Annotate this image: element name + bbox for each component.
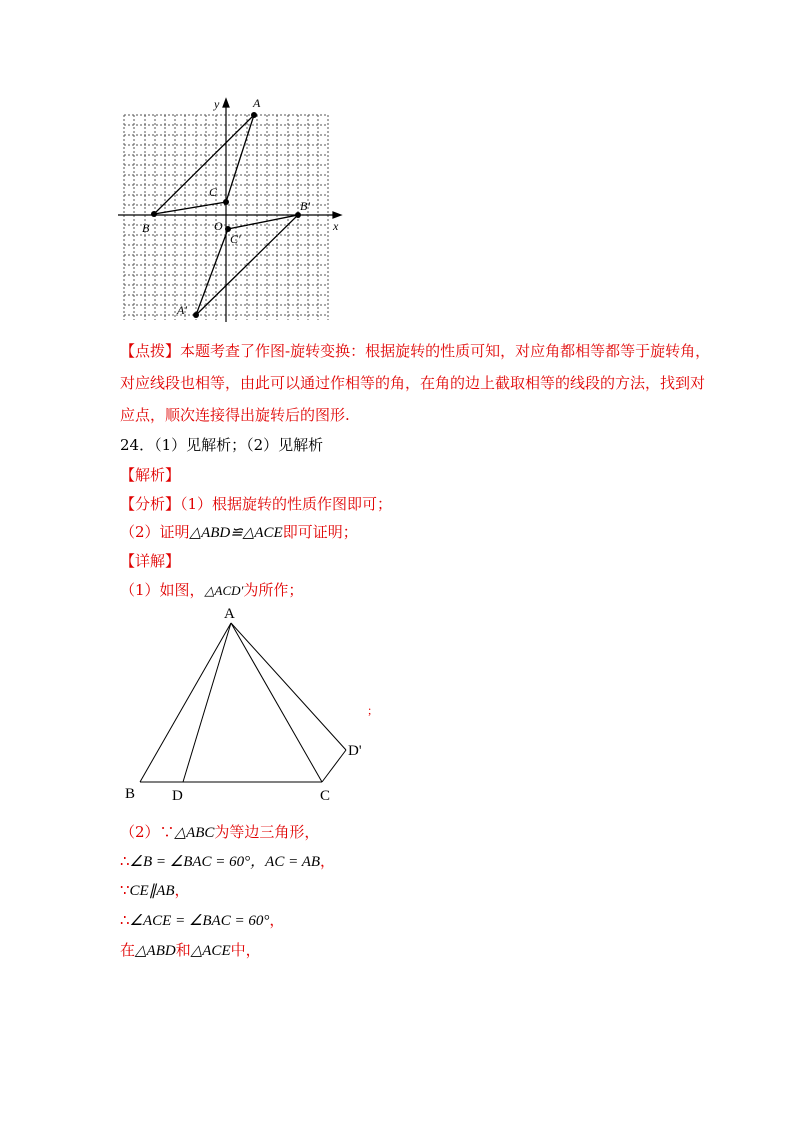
label-b: B bbox=[142, 221, 150, 235]
label-b1: B' bbox=[300, 199, 310, 213]
triangle-abc-name: △ABC bbox=[174, 825, 215, 841]
label-b: B bbox=[125, 786, 136, 802]
y-axis-label: y bbox=[214, 97, 220, 111]
parallel-expression: CE∥AB bbox=[129, 883, 175, 899]
triangle-acd1-name: △ACD′ bbox=[204, 583, 244, 598]
label-c: C bbox=[320, 788, 331, 804]
label-d: D bbox=[172, 788, 183, 804]
coordinate-grid-figure bbox=[110, 95, 350, 325]
proof5-b: 和 bbox=[175, 941, 191, 959]
segment-ad1 bbox=[231, 623, 346, 750]
label-c: C bbox=[209, 185, 218, 199]
analysis-tag: 【解析】 bbox=[120, 466, 181, 484]
segment-cd1 bbox=[322, 750, 346, 782]
label-o: O bbox=[214, 219, 223, 233]
label-a: A bbox=[224, 606, 235, 622]
label-c1: C' bbox=[230, 232, 241, 246]
proof5-c: 中， bbox=[230, 941, 261, 959]
triangle-ace-name: △ACE bbox=[190, 943, 231, 959]
x-axis-arrow bbox=[333, 212, 341, 218]
label-a1: A' bbox=[177, 303, 187, 317]
angle-equation-2: ∠ACE = ∠BAC = 60° bbox=[129, 913, 270, 929]
triangle-figure bbox=[100, 600, 400, 810]
segment-ab bbox=[140, 623, 231, 782]
proof2-pre: ∴ bbox=[120, 852, 130, 870]
fenxi2-pre: （2）证明 bbox=[120, 523, 190, 541]
segment-ad bbox=[183, 623, 231, 782]
part1-pre: （1）如图， bbox=[120, 581, 205, 599]
fenxi2-post: 即可证明； bbox=[282, 523, 358, 541]
label-a: A bbox=[253, 96, 261, 110]
part1-line bbox=[120, 580, 303, 601]
proof3-post: ， bbox=[174, 881, 190, 899]
proof-line-2 bbox=[120, 851, 335, 872]
y-axis-arrow bbox=[223, 99, 229, 107]
point-b bbox=[151, 211, 157, 217]
fenxi-line-2 bbox=[120, 522, 358, 543]
x-axis-label: x bbox=[333, 219, 339, 233]
proof4-post: ， bbox=[269, 911, 285, 929]
point-a1 bbox=[193, 312, 199, 318]
detail-tag: 【详解】 bbox=[120, 552, 181, 570]
point-c bbox=[223, 199, 229, 205]
proof-line-4 bbox=[120, 910, 284, 931]
note-line-3: 应点，顺次连接得出旋转后的图形. bbox=[120, 406, 350, 424]
note-line-2: 对应线段也相等，由此可以通过作相等的角，在角的边上截取相等的线段的方法，找到对 bbox=[120, 374, 706, 392]
fenxi-line: 【分析】（1）根据旋转的性质作图即可； bbox=[120, 495, 393, 513]
proof-line-1 bbox=[120, 822, 319, 843]
proof4-pre: ∴ bbox=[120, 911, 130, 929]
proof-line-3 bbox=[120, 880, 190, 901]
stray-mark: ; bbox=[368, 703, 372, 717]
triangle-abd-name: △ABD bbox=[135, 943, 176, 959]
proof2-post: ， bbox=[320, 852, 336, 870]
part1-post: 为所作； bbox=[243, 581, 304, 599]
proof5-a: 在 bbox=[120, 941, 136, 959]
label-d1: D' bbox=[348, 743, 362, 759]
angle-equation-1: ∠B = ∠BAC = 60°，AC = AB bbox=[129, 854, 321, 870]
point-a bbox=[251, 112, 257, 118]
q24-answer: 24．（1）见解析；（2）见解析 bbox=[120, 436, 324, 454]
congruence-expression: △ABD≌△ACE bbox=[189, 525, 283, 541]
proof3-pre: ∵ bbox=[120, 881, 130, 899]
proof1-pre: （2）∵ bbox=[120, 823, 175, 841]
proof1-post: 为等边三角形， bbox=[214, 823, 320, 841]
note-line-1: 【点拨】本题考查了作图-旋转变换：根据旋转的性质可知，对应角都相等都等于旋转角， bbox=[120, 342, 711, 360]
segment-ac bbox=[231, 623, 322, 782]
proof-line-5 bbox=[120, 940, 261, 961]
